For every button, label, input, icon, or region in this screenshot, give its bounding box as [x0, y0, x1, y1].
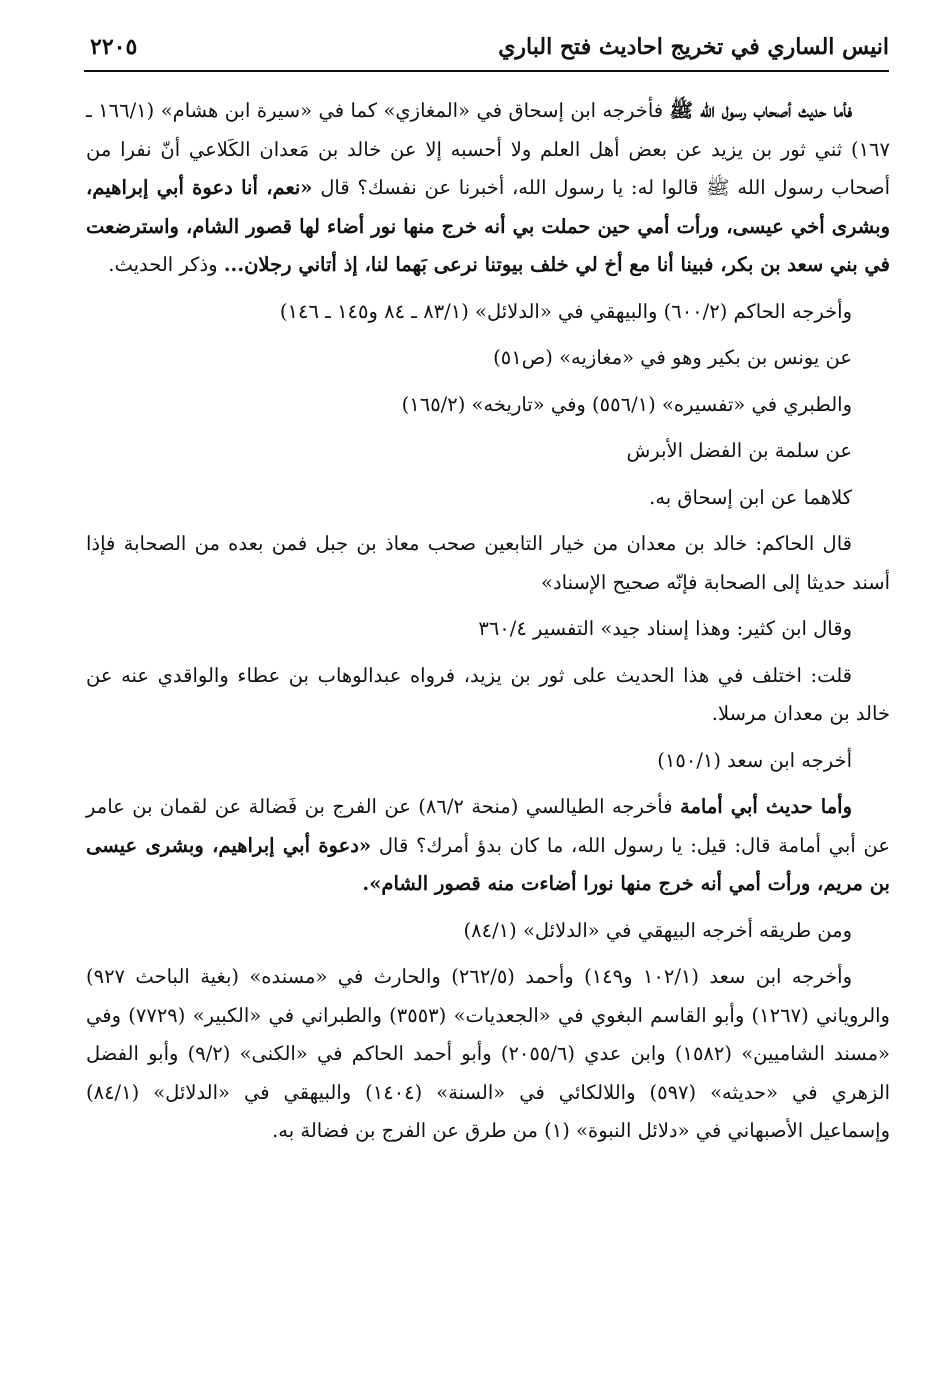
text-run: قلت: اختلف في هذا الحديث على ثور بن يزيد، فرواه عبدالوهاب بن عطاء والواقدي عنه عن خالد بن معدان مرسلا. — [86, 663, 890, 725]
paragraph — [86, 479, 890, 518]
text-run: ومن طريقه أخرجه البيهقي في «الدلائل» (٨٤/١) — [463, 918, 852, 942]
page-number: ٢٢٠٥ — [90, 34, 138, 60]
paragraph — [86, 432, 890, 471]
bold-text-run: «دعوة أبي إبراهيم، وبشرى عيسى بن مريم، ورأت أمي أنه خرج منها نورا أضاءت منه قصور الشام». — [86, 833, 890, 895]
paragraph — [86, 92, 890, 285]
text-run: كلاهما عن ابن إسحاق به. — [649, 485, 852, 509]
text-run: وقال ابن كثير: وهذا إسناد جيد» التفسير ٣٦٠/٤ — [478, 617, 852, 640]
text-run: وأخرجه ابن سعد (١٠٢/١ و١٤٩) وأحمد (٢٦٢/٥) والحارث في «مسنده» (بغية الباحث ٩٢٧) والروياني (١٢٦٧) وأبو القاسم البغوي في «الجعديات» (٣٥٥٣) والطبراني في «الكبير» (٧٧٢٩) وفي «مسند الشاميين» (١٥٨٢) وابن عدي (٢٠٥٥/٦) وأبو أحمد الحاكم في «الكنى» (٩/٢) وأبو الفضل الزهري في «حديثه» (٥٩٧) واللالكائي في «السنة» (١٤٠٤) والبيهقي في «الدلائل» (٨٤/١) وإسماعيل الأصبهاني في «دلائل النبوة» (١) من طرق عن الفرج بن فضالة به. — [86, 965, 890, 1142]
bold-text-run: وأما حديث أبي أمامة — [680, 795, 852, 818]
bold-text-run: فأما حديث أصحاب رسول الله ﷺ — [669, 99, 852, 122]
page-body — [86, 92, 890, 1159]
paragraph — [86, 657, 890, 734]
text-run: قال الحاكم: خالد بن معدان من خيار التابعين صحب معاذ بن جبل فمن بعده من الصحابة فإذا أسند حديثا إلى الصحابة فإنّه صحيح الإسناد» — [86, 532, 890, 594]
paragraph — [86, 912, 890, 951]
running-header — [84, 30, 889, 72]
text-run: وأخرجه الحاكم (٦٠٠/٢) والبيهقي في «الدلائل» (٨٣/١ ـ ٨٤ و١٤٥ ـ ١٤٦) — [279, 299, 852, 323]
text-run: وذكر الحديث. — [108, 253, 224, 276]
text-run: فأخرجه ابن إسحاق في «المغازي» كما في «سيرة ابن هشام» (١٦٦/١ ـ ١٦٧) ثني ثور بن يزيد عن بعض أهل العلم ولا أحسبه إلا عن خالد بن مَعدان الكَلاعي أنّ نفرا من أصحاب رسول الله ﷺ قالوا له: يا رسول الله، أخبرنا عن نفسك؟ قال — [86, 99, 890, 199]
paragraph — [86, 386, 890, 425]
paragraph — [86, 339, 890, 378]
text-run: أخرجه ابن سعد (١٥٠/١) — [657, 748, 852, 772]
book-title: انيس الساري في تخريج احاديث فتح الباري — [498, 34, 889, 60]
paragraph — [86, 788, 890, 904]
text-run: فأخرجه الطيالسي (منحة ٨٦/٢) عن الفرج بن فَضالة عن لقمان بن عامر عن أبي أمامة قال: قيل: يا رسول الله، ما كان بدؤ أمرك؟ قال — [86, 795, 890, 857]
paragraph — [86, 610, 890, 649]
text-run: عن سلمة بن الفضل الأبرش — [626, 439, 852, 462]
bold-text-run: «نعم، أنا دعوة أبي إبراهيم، وبشرى أخي عيسى، ورأت أمي حين حملت بي أنه خرج منها نور أضاء لها قصور الشام، واسترضعت في بني سعد بن بكر، فبينا أنا مع أخ لي خلف بيوتنا نرعى بَهما لنا، إذ أتاني رجلان... — [86, 176, 890, 276]
paragraph — [86, 525, 890, 602]
text-run: والطبري في «تفسيره» (٥٥٦/١) وفي «تاريخه» (١٦٥/٢) — [401, 392, 852, 416]
paragraph — [86, 958, 890, 1151]
paragraph — [86, 293, 890, 332]
text-run: عن يونس بن بكير وهو في «مغازيه» (ص٥١) — [493, 346, 852, 369]
paragraph — [86, 742, 890, 781]
